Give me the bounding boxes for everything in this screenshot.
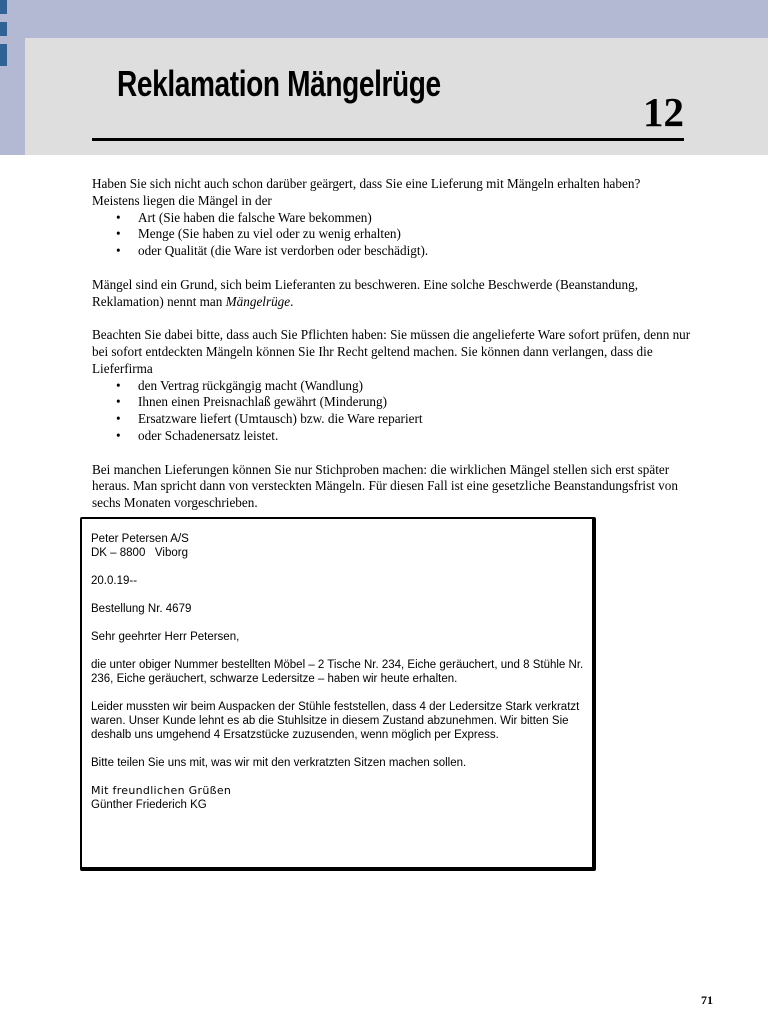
intro-line-2: Meistens liegen die Mängel in der: [92, 192, 272, 208]
intro-line-1: Haben Sie sich nicht auch schon darüber geärgert, dass Sie eine Lieferung mit Mängeln erhalten haben?: [92, 176, 641, 191]
letter-recipient: [91, 532, 591, 560]
header-left-band: [0, 0, 25, 155]
letter-date: 20.0.19--: [91, 575, 138, 587]
header-top-band: [0, 0, 768, 38]
letter-paragraph: Leider mussten wir beim Auspacken der Stühle feststellen, dass 4 der Ledersitze Stark verkratzt waren. Unser Kunde lehnt es ab die Stuhlsitze in diesem Zustand abzunehmen. Wir bitten Sie deshalb uns umgehend 4 Ersatzstücke zuzusenden, wenn möglich per Express.: [91, 701, 580, 741]
list-item: • den Vertrag rückgängig macht (Wandlung): [138, 378, 702, 395]
letter-paragraph: Bitte teilen Sie uns mit, was wir mit den verkratzten Sitzen machen sollen.: [91, 757, 467, 769]
list-item: • oder Schadenersatz leistet.: [138, 428, 702, 445]
page-title: Reklamation Mängelrüge: [117, 63, 441, 104]
list-item: • oder Qualität (die Ware ist verdorben oder beschädigt).: [138, 243, 702, 260]
complaint-paragraph: [92, 277, 702, 311]
letter-order: Bestellung Nr. 4679: [91, 603, 192, 615]
recipient-city: DK – 8800 Viborg: [91, 547, 188, 559]
page-number: 71: [701, 993, 713, 1007]
letter-sender: Günther Friederich KG: [91, 799, 207, 811]
recipient-name: Peter Petersen A/S: [91, 533, 189, 545]
margin-tick-1: [0, 0, 7, 14]
title-underline: [92, 138, 684, 141]
chapter-number: 12: [643, 89, 684, 135]
list-item: • Ersatzware liefert (Umtausch) bzw. die Ware repariert: [138, 411, 702, 428]
margin-tick-2: [0, 22, 7, 36]
hidden-defects-paragraph: Bei manchen Lieferungen können Sie nur Stichproben machen: die wirklichen Mängel stellen sich erst später heraus. Man spricht dann von versteckten Mängeln. Für diesen Fall ist eine gesetzliche Beanstandungsfrist von sechs Monaten vorgeschrieben.: [92, 461, 678, 511]
intro-paragraph: [92, 176, 702, 210]
complaint-text: Mängel sind ein Grund, sich beim Lieferanten zu beschweren. Eine solche Beschwerde (Beanstandung, Reklamation) nennt man: [92, 276, 638, 309]
defect-type-list: [92, 210, 702, 260]
margin-tick-3: [0, 44, 7, 66]
letter-signoff: [91, 784, 591, 812]
remedy-list: [92, 378, 702, 445]
complaint-term: Mängelrüge: [225, 293, 291, 309]
duties-paragraph: Beachten Sie dabei bitte, dass auch Sie Pflichten haben: Sie müssen die angelieferte Ware sofort prüfen, denn nur bei sofort entdeckten Mängeln können Sie Ihr Recht geltend machen. Sie können dann verlangen, dass die Lieferfirma: [92, 327, 691, 376]
letter-salutation: Sehr geehrter Herr Petersen,: [91, 631, 240, 643]
sample-letter: [91, 532, 591, 826]
letter-closing: Mit freundlichen Grüßen: [91, 784, 232, 797]
list-item: • Ihnen einen Preisnachlaß gewährt (Minderung): [138, 394, 702, 411]
body-text: [92, 176, 702, 529]
list-item: • Menge (Sie haben zu viel oder zu wenig erhalten): [138, 226, 702, 243]
list-item: • Art (Sie haben die falsche Ware bekommen): [138, 210, 702, 227]
complaint-end: .: [290, 293, 294, 309]
letter-paragraph: die unter obiger Nummer bestellten Möbel – 2 Tische Nr. 234, Eiche geräuchert, und 8 Stühle Nr. 236, Eiche geräuchert, schwarze Ledersitze – haben wir heute erhalten.: [91, 659, 584, 685]
